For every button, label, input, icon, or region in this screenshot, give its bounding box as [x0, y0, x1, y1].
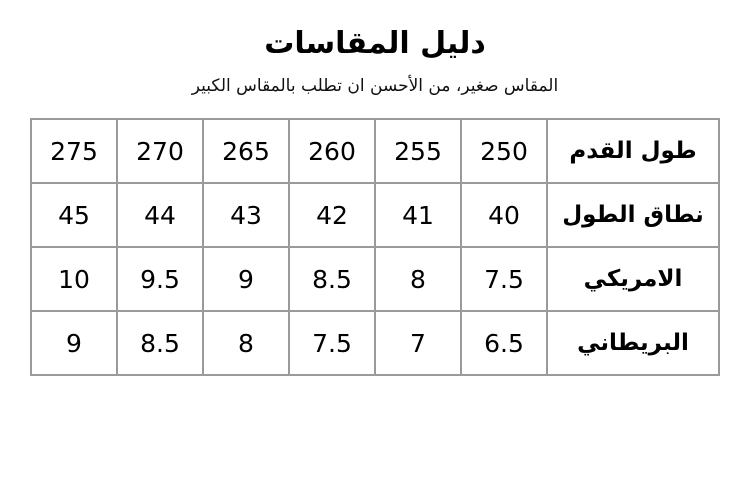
cell-us-1: 8 [375, 247, 461, 311]
row-label-foot-length: طول القدم [547, 119, 719, 183]
cell-us-4: 9.5 [117, 247, 203, 311]
cell-uk-5: 9 [31, 311, 117, 375]
cell-us-3: 9 [203, 247, 289, 311]
table-row [31, 247, 719, 311]
size-table-container [0, 118, 750, 376]
cell-us-0: 7.5 [461, 247, 547, 311]
cell-foot-length-3: 265 [203, 119, 289, 183]
row-label-uk: البريطاني [547, 311, 719, 375]
table-row [31, 183, 719, 247]
size-table [30, 118, 720, 376]
cell-uk-2: 7.5 [289, 311, 375, 375]
cell-uk-1: 7 [375, 311, 461, 375]
cell-length-range-5: 45 [31, 183, 117, 247]
cell-length-range-2: 42 [289, 183, 375, 247]
cell-length-range-3: 43 [203, 183, 289, 247]
cell-us-5: 10 [31, 247, 117, 311]
cell-length-range-0: 40 [461, 183, 547, 247]
cell-length-range-4: 44 [117, 183, 203, 247]
cell-foot-length-4: 270 [117, 119, 203, 183]
cell-foot-length-2: 260 [289, 119, 375, 183]
cell-length-range-1: 41 [375, 183, 461, 247]
table-row [31, 311, 719, 375]
page-subtitle: المقاس صغير، من الأحسن ان تطلب بالمقاس الكبير [191, 76, 559, 96]
page-title: دليل المقاسات [264, 26, 486, 61]
cell-foot-length-0: 250 [461, 119, 547, 183]
cell-uk-0: 6.5 [461, 311, 547, 375]
table-row [31, 119, 719, 183]
cell-uk-3: 8 [203, 311, 289, 375]
cell-us-2: 8.5 [289, 247, 375, 311]
cell-uk-4: 8.5 [117, 311, 203, 375]
cell-foot-length-1: 255 [375, 119, 461, 183]
size-guide-page [0, 26, 750, 478]
row-label-length-range: نطاق الطول [547, 183, 719, 247]
cell-foot-length-5: 275 [31, 119, 117, 183]
row-label-us: الامريكي [547, 247, 719, 311]
